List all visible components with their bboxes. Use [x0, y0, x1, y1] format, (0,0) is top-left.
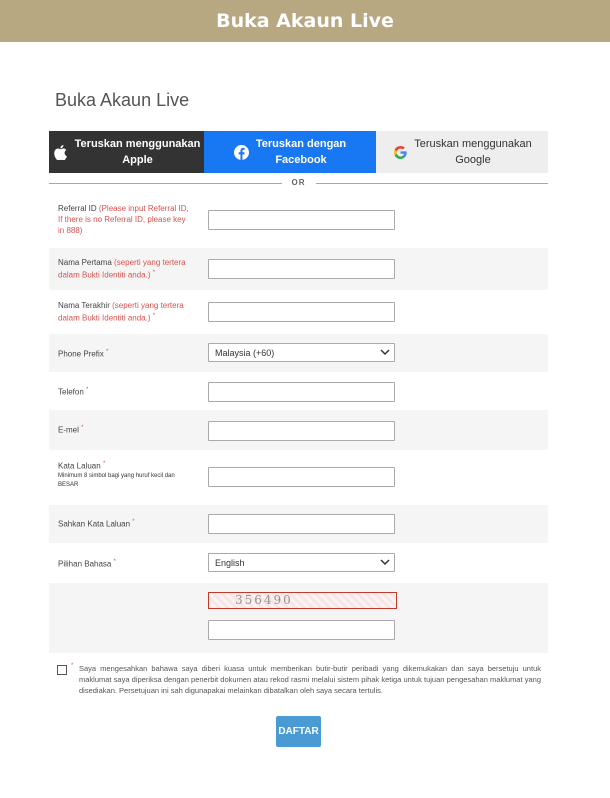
social-login-bar: [49, 131, 548, 173]
first-name-input[interactable]: [208, 259, 395, 279]
facebook-login-button[interactable]: [204, 131, 376, 173]
required-star: *: [113, 559, 116, 565]
last-name-note: (seperti yang tertera dalam Bukti Identiti anda.): [58, 301, 184, 323]
referral-note: (Please input Referral ID, If there is no Referral ID, please key in 888): [58, 204, 189, 235]
required-star: *: [81, 425, 84, 431]
language-value: English: [215, 558, 245, 568]
chevron-down-icon: [380, 347, 390, 357]
required-star: *: [132, 519, 135, 525]
required-star: *: [71, 663, 74, 669]
last-name-label-text: Nama Terakhir: [58, 301, 110, 310]
required-star: *: [152, 270, 156, 276]
google-login-button[interactable]: [376, 131, 548, 173]
phone-prefix-label: [58, 347, 193, 360]
apple-login-line2: Apple: [122, 154, 153, 166]
email-input[interactable]: [208, 421, 395, 441]
first-name-row: [49, 248, 548, 290]
email-label-text: E-mel: [58, 425, 79, 435]
email-row: [49, 410, 548, 450]
language-select[interactable]: [208, 553, 395, 572]
password-hint: Minimum 8 simbol bagi yang huruf kecil dan BESAR: [58, 472, 175, 488]
referral-label: [58, 203, 193, 236]
first-name-label-text: Nama Pertama: [58, 258, 112, 267]
header-title: Buka Akaun Live: [216, 10, 394, 32]
phone-row: [49, 372, 548, 410]
required-star: *: [106, 349, 109, 355]
first-name-label: [58, 257, 193, 281]
phone-label-text: Telefon: [58, 387, 84, 397]
or-text: OR: [282, 176, 316, 190]
password-input[interactable]: [208, 467, 395, 487]
referral-row: [49, 195, 548, 243]
apple-login-line1: Teruskan menggunakan: [74, 138, 201, 150]
language-label-text: Pilihan Bahasa: [58, 559, 112, 569]
password-label-text: Kata Laluan: [58, 461, 101, 471]
required-star: *: [102, 461, 106, 467]
facebook-login-line1: Teruskan dengan: [255, 138, 347, 150]
phone-prefix-select[interactable]: [208, 343, 395, 362]
last-name-input[interactable]: [208, 302, 395, 322]
last-name-label: [58, 300, 193, 324]
consent-text: Saya mengesahkan bahawa saya diberi kuasa untuk memberikan butir-butir peribadi yang dikemukakan dan saya bersetuju untuk maklumat saya diperiksa dengan penerbit dokumen atau rekod rasmi melalui sistem pihak ketiga untuk tujuan pengesahan maklumat yang disediakan. Persetujuan ini sah digunapakai melainkan dibatalkan oleh saya secara tertulis.: [79, 664, 541, 695]
chevron-down-icon: [380, 557, 390, 567]
google-login-line1: Teruskan menggunakan: [414, 138, 532, 150]
confirm-password-label: [58, 517, 193, 530]
captcha-input[interactable]: [208, 620, 395, 640]
language-row: [49, 543, 548, 583]
phone-label: [58, 385, 193, 398]
facebook-login-line2: Facebook: [275, 154, 327, 166]
google-login-line2: Google: [455, 154, 491, 166]
page-title: Buka Akaun Live: [55, 90, 190, 110]
phone-prefix-row: [49, 334, 548, 372]
confirm-password-label-text: Sahkan Kata Laluan: [58, 519, 131, 529]
consent-checkbox[interactable]: [57, 665, 67, 675]
register-button[interactable]: DAFTAR: [276, 716, 321, 747]
last-name-row: [49, 291, 548, 334]
captcha-image: 356490: [208, 592, 397, 609]
confirm-password-row: [49, 505, 548, 543]
page-header: [0, 0, 610, 42]
required-star: *: [152, 313, 156, 319]
required-star: *: [86, 387, 89, 393]
email-label: [58, 423, 193, 436]
phone-input[interactable]: [208, 382, 395, 402]
or-divider: [49, 176, 548, 190]
phone-prefix-label-text: Phone Prefix: [58, 349, 104, 359]
phone-prefix-value: Malaysia (+60): [215, 348, 275, 358]
password-label: [58, 459, 193, 490]
confirm-password-input[interactable]: [208, 514, 395, 534]
referral-input[interactable]: [208, 210, 395, 230]
facebook-icon: [234, 144, 250, 160]
google-icon: [392, 144, 408, 160]
apple-icon: [53, 144, 69, 160]
referral-label-text: Referral ID: [58, 204, 97, 213]
apple-login-button[interactable]: [49, 131, 204, 173]
first-name-note: (seperti yang tertera dalam Bukti Identiti anda.): [58, 258, 186, 280]
language-label: [58, 557, 193, 570]
password-row: [49, 450, 548, 505]
captcha-row: [49, 583, 548, 653]
